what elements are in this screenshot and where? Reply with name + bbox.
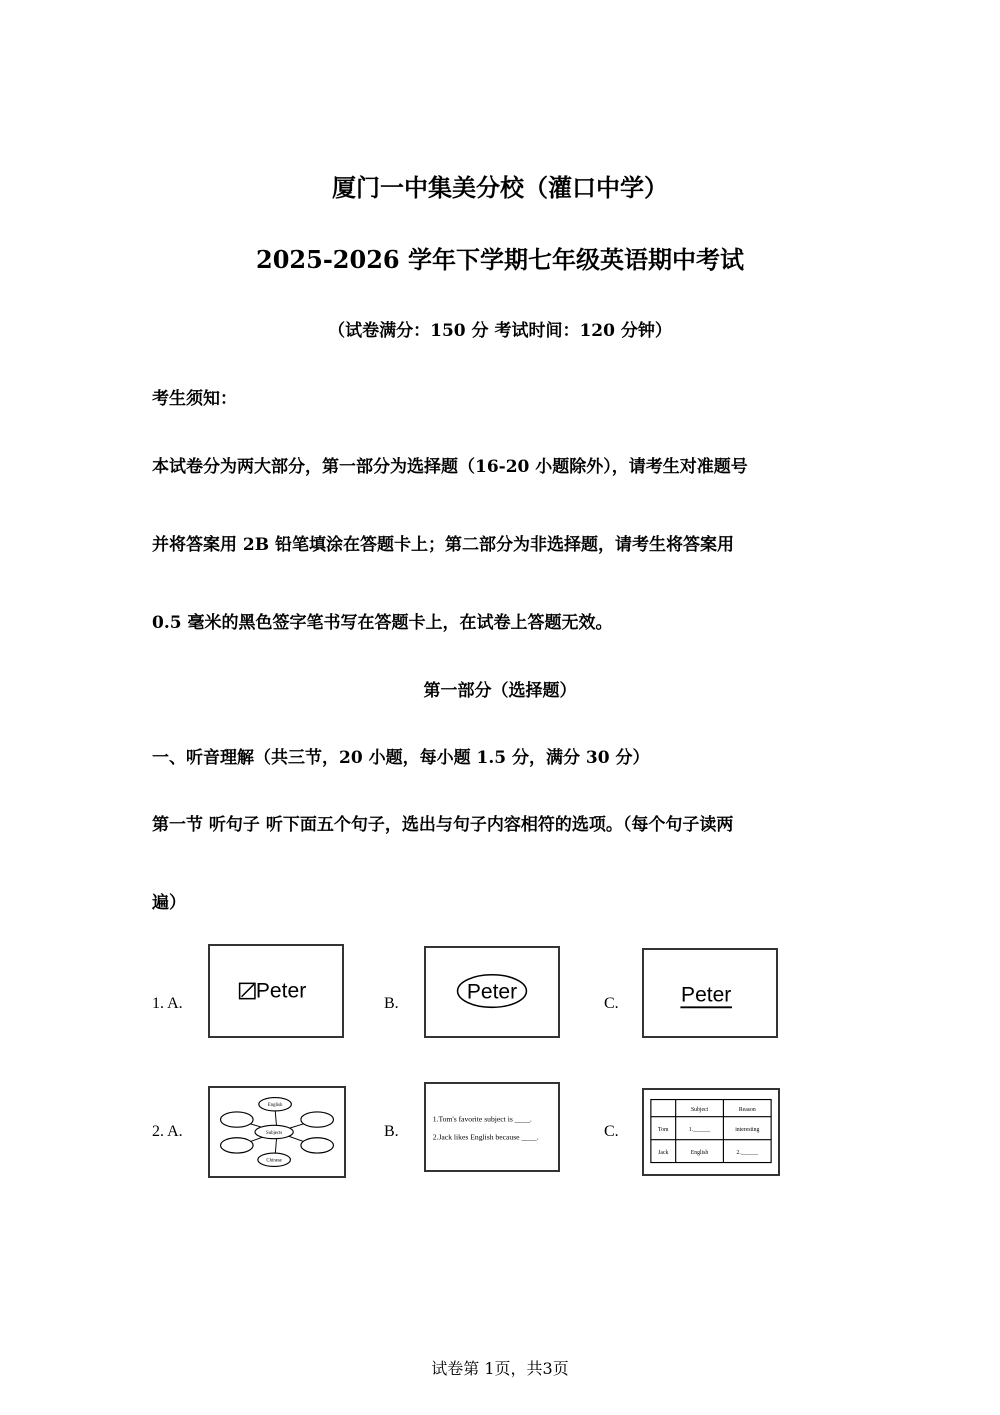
mindmap-node-english: English [267,1103,283,1109]
section-heading: 一、听音理解（共三节，20 小题，每小题 1.5 分，满分 30 分） [152,748,650,768]
q1-option-c-image [642,948,778,1038]
q1-option-c-text: Peter [681,983,732,1007]
fill-line-2: 2.Jack likes English because ____. [432,1132,539,1142]
q2-option-b-sentences [424,1082,560,1172]
q1-label-b: B. [384,995,399,1012]
q2-label-b: B. [384,1123,399,1140]
exam-info: （试卷满分：150 分 考试时间：120 分钟） [328,321,672,341]
table-cell-jack: Jack [658,1149,669,1156]
subsection-line-1: 第一节 听句子 听下面五个句子，选出与句子内容相符的选项。（每个句子读两 [152,815,734,835]
subsection-line-2: 遍） [152,893,186,913]
notice-line-1: 本试卷分为两大部分，第一部分为选择题（16-20 小题除外），请考生对准题号 [152,457,748,477]
part1-title: 第一部分（选择题） [423,681,577,701]
table-cell-blank-2: 2.______ [736,1149,758,1156]
notice-line-3: 0.5 毫米的黑色签字笔书写在答题卡上，在试卷上答题无效。 [152,613,613,633]
q1-option-b-image [424,946,560,1038]
table-cell-interesting: interesting [735,1127,760,1134]
exam-title: 2025-2026 学年下学期七年级英语期中考试 [256,245,744,274]
mindmap-node-chinese: Chinese [266,1158,282,1164]
page-footer: 试卷第 1页，共3页 [431,1359,569,1378]
q1-label-c: C. [604,995,619,1012]
q2-label-a: 2. A. [152,1123,183,1140]
notice-heading: 考生须知： [152,389,237,409]
q2-label-c: C. [604,1123,619,1140]
q1-option-b-text: Peter [466,980,518,1004]
table-cell-english: English [690,1149,709,1156]
q1-option-a-text: Peter [255,979,307,1003]
q1-option-a-image [208,944,344,1038]
q1-label-a: 1. A. [152,995,183,1012]
table-header-reason: Reason [738,1107,756,1113]
mindmap-node-subjects: Subjects [266,1130,283,1136]
table-cell-tom: Tom [658,1127,669,1134]
school-title: 厦门一中集美分校（灌口中学） [332,173,668,202]
notice-line-2: 并将答案用 2B 铅笔填涂在答题卡上；第二部分为非选择题，请考生将答案用 [152,535,735,555]
table-header-subject: Subject [690,1107,709,1113]
fill-line-1: 1.Tom's favorite subject is ____. [432,1114,532,1124]
q2-option-c-table [642,1088,780,1176]
table-cell-blank-1: 1.______ [688,1127,711,1134]
q2-option-a-mindmap [208,1086,346,1178]
